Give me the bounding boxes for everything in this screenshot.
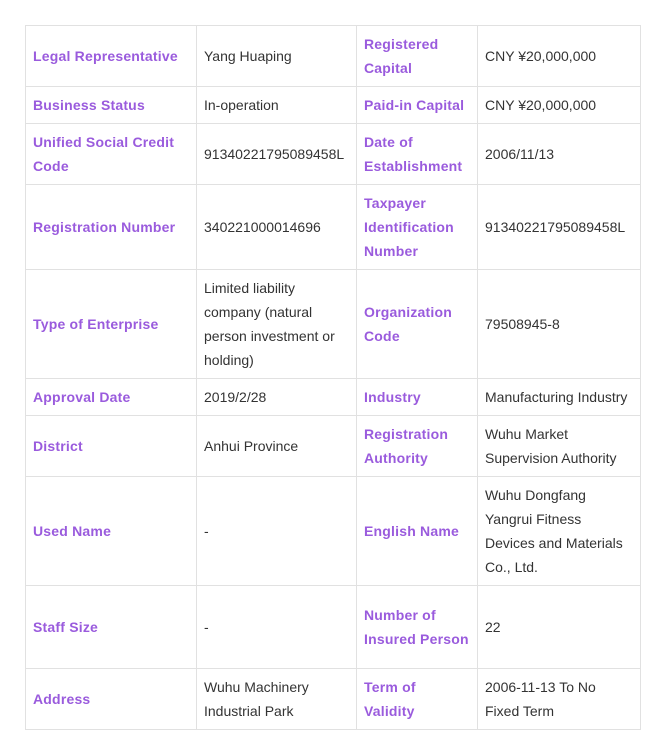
value-legal-representative: Yang Huaping (197, 26, 357, 87)
label-legal-representative: Legal Representative (26, 26, 197, 87)
table-row (26, 185, 641, 270)
value-address: Wuhu Machinery Industrial Park (197, 669, 357, 730)
value-registered-capital: CNY ¥20,000,000 (478, 26, 641, 87)
label-address: Address (26, 669, 197, 730)
table-row (26, 270, 641, 379)
label-date-of-establishment: Date of Establishment (357, 124, 478, 185)
value-term-of-validity: 2006-11-13 To No Fixed Term (478, 669, 641, 730)
value-paid-in-capital: CNY ¥20,000,000 (478, 87, 641, 124)
value-type-of-enterprise: Limited liability company (natural person investment or holding) (197, 270, 357, 379)
value-english-name: Wuhu Dongfang Yangrui Fitness Devices and Materials Co., Ltd. (478, 477, 641, 586)
value-organization-code: 79508945-8 (478, 270, 641, 379)
label-approval-date: Approval Date (26, 379, 197, 416)
table-row (26, 586, 641, 669)
table-row (26, 416, 641, 477)
label-paid-in-capital: Paid-in Capital (357, 87, 478, 124)
label-english-name: English Name (357, 477, 478, 586)
label-registration-authority: Registration Authority (357, 416, 478, 477)
table-row (26, 379, 641, 416)
value-taxpayer-identification-number: 91340221795089458L (478, 185, 641, 270)
value-approval-date: 2019/2/28 (197, 379, 357, 416)
label-type-of-enterprise: Type of Enterprise (26, 270, 197, 379)
label-industry: Industry (357, 379, 478, 416)
value-business-status: In-operation (197, 87, 357, 124)
label-business-status: Business Status (26, 87, 197, 124)
value-unified-social-credit-code: 91340221795089458L (197, 124, 357, 185)
label-used-name: Used Name (26, 477, 197, 586)
table-row (26, 26, 641, 87)
label-term-of-validity: Term of Validity (357, 669, 478, 730)
label-number-of-insured-person: Number of Insured Person (357, 586, 478, 669)
label-district: District (26, 416, 197, 477)
table-row (26, 477, 641, 586)
value-district: Anhui Province (197, 416, 357, 477)
label-staff-size: Staff Size (26, 586, 197, 669)
value-staff-size: - (197, 586, 357, 669)
label-unified-social-credit-code: Unified Social Credit Code (26, 124, 197, 185)
value-used-name: - (197, 477, 357, 586)
value-date-of-establishment: 2006/11/13 (478, 124, 641, 185)
label-organization-code: Organization Code (357, 270, 478, 379)
value-number-of-insured-person: 22 (478, 586, 641, 669)
label-taxpayer-identification-number: Taxpayer Identification Number (357, 185, 478, 270)
value-registration-authority: Wuhu Market Supervision Authority (478, 416, 641, 477)
table-row (26, 124, 641, 185)
company-info-table (25, 25, 641, 730)
value-registration-number: 340221000014696 (197, 185, 357, 270)
label-registration-number: Registration Number (26, 185, 197, 270)
table-row (26, 669, 641, 730)
label-registered-capital: Registered Capital (357, 26, 478, 87)
table-row (26, 87, 641, 124)
value-industry: Manufacturing Industry (478, 379, 641, 416)
